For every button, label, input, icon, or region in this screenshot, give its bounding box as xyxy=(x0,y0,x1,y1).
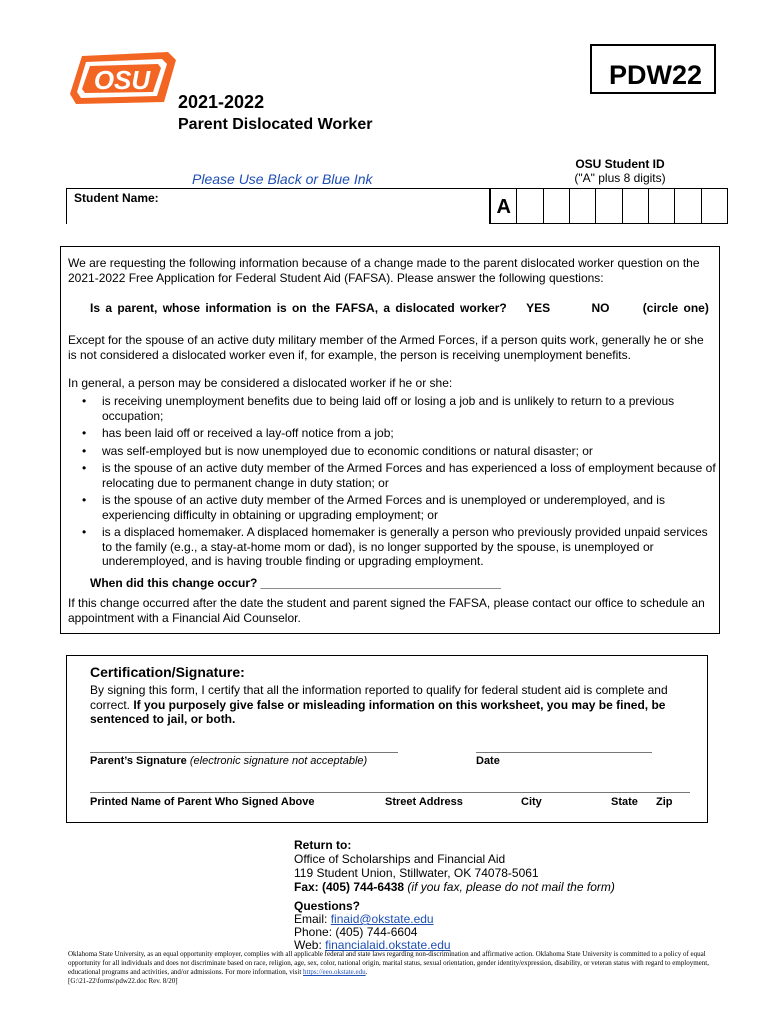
ink-note: Please Use Black or Blue Ink xyxy=(192,171,373,187)
id-digit-box[interactable] xyxy=(701,189,727,223)
list-item: • is receiving unemployment benefits due to being laid off or losing a job and is unlikely to return to a previous occupation; xyxy=(76,394,716,423)
web-label: Web: xyxy=(294,938,326,952)
general-paragraph: In general, a person may be considered a dislocated worker if he or she: xyxy=(68,376,453,390)
student-id-hint: ("A" plus 8 digits) xyxy=(574,171,666,185)
id-digit-box[interactable] xyxy=(674,189,700,223)
return-address xyxy=(294,838,615,894)
eeo-link[interactable]: https://eeo.okstate.edu xyxy=(303,968,366,976)
list-item: • is the spouse of an active duty member of the Armed Forces and is unemployed or underemployed, and is experiencing difficulty in obtaining or upgrading employment; or xyxy=(76,493,716,522)
street-label: Street Address xyxy=(385,796,463,808)
id-digit-box[interactable] xyxy=(543,189,569,223)
id-digit-box[interactable] xyxy=(648,189,674,223)
id-digit-box[interactable] xyxy=(595,189,621,223)
id-digit-box[interactable] xyxy=(569,189,595,223)
aid-year: 2021-2022 xyxy=(178,92,265,112)
list-item: • has been laid off or received a lay-off notice from a job; xyxy=(76,426,716,441)
osu-logo xyxy=(68,50,180,106)
circle-one-note: (circle one) xyxy=(642,301,709,315)
yes-option[interactable]: YES xyxy=(526,301,551,315)
state-label: State xyxy=(611,796,638,808)
except-paragraph: Except for the spouse of an active duty military member of the Armed Forces, if a person quits work, generally he or she is not considered a dislocated worker even if, for example, the person is receiving unemployment benefits. xyxy=(68,333,704,362)
return-heading: Return to: xyxy=(294,838,352,852)
web-link[interactable]: financialaid.okstate.edu xyxy=(325,938,451,952)
student-id-label xyxy=(545,157,695,185)
form-code: PDW22 xyxy=(590,44,716,94)
email-label: Email: xyxy=(294,912,331,926)
printed-name-line[interactable] xyxy=(90,792,690,793)
phone-number: Phone: (405) 744-6604 xyxy=(294,925,418,939)
email-link[interactable]: finaid@okstate.edu xyxy=(330,912,434,926)
list-item: • was self-employed but is now unemployed due to economic conditions or natural disaster; or xyxy=(76,444,716,459)
change-date-field[interactable]: When did this change occur? ____________________________________ xyxy=(90,576,501,590)
logo-text: OSU xyxy=(93,65,151,95)
contact-paragraph: If this change occurred after the date the student and parent signed the FAFSA, please contact our office to schedule an appointment with a Financial Aid Counselor. xyxy=(68,596,705,625)
signature-label xyxy=(90,755,367,767)
printed-name-label: Printed Name of Parent Who Signed Above xyxy=(90,796,315,808)
file-path: [G:\21-22\forms\pdw22.doc Rev. 8/20] xyxy=(68,977,178,985)
intro-paragraph: We are requesting the following information because of a change made to the parent dislocated worker question on the 2021-2022 Free Application for Federal Student Aid (FAFSA). Please answer the following questions: xyxy=(68,256,700,285)
student-name-label: Student Name: xyxy=(74,191,159,205)
student-id-boxes[interactable] xyxy=(490,188,728,224)
list-item: • is a displaced homemaker. A displaced homemaker is generally a person who previously provided unpaid services to the family (e.g., a stay-at-home mom or dad), is no longer supported by the spouse, is unemployed or underemployed, and is having trouble finding or upgrading employment. xyxy=(76,525,716,569)
no-option[interactable]: NO xyxy=(591,301,610,315)
date-label: Date xyxy=(476,755,500,767)
fax-note: (if you fax, please do not mail the form) xyxy=(407,880,615,894)
student-id-title: OSU Student ID xyxy=(575,157,665,171)
cert-warning: If you purposely give false or misleading information on this worksheet, you may be fined, be sentenced to jail, or both. xyxy=(90,697,666,726)
criteria-list xyxy=(76,394,716,572)
zip-label: Zip xyxy=(656,796,673,808)
certification-text xyxy=(90,683,698,727)
fax-number: Fax: (405) 744-6438 xyxy=(294,880,405,894)
city-label: City xyxy=(521,796,542,808)
question-text: Is a parent, whose information is on the FAFSA, a dislocated worker? xyxy=(90,301,507,315)
footer-text: Oklahoma State University, as an equal opportunity employer, complies with all applicable federal and state laws regarding non-discrimination and affirmative action. Oklahoma State University is committed to a policy of equal opportunity for all individuals and does not discriminate based on race, religion, age, sex, color, national origin, marital status, sexual orientation, gender identity/expression, disability, or veteran status with regard to employment, educational programs and activities, and/or admissions. For more information, visit xyxy=(68,950,709,976)
office-name: Office of Scholarships and Financial Aid xyxy=(294,852,506,866)
id-digit-box[interactable] xyxy=(622,189,648,223)
footer-notice: Oklahoma State University, as an equal opportunity employer, complies with all applicable federal and state laws regarding non-discrimination and affirmative action. Oklahoma State University is committed to a policy of equal opportunity for all individuals and does not discriminate based on race, religion, age, sex, color, national origin, marital status, sexual orientation, gender identity/expression, disability, or veteran status with regard to employment, educational programs and activities, and/or admissions. For more information, visit https://eeo.okstate.edu. [G:\21-22\forms\pdw22.doc Rev. 8/20] xyxy=(68,950,709,985)
questions-block xyxy=(294,900,451,952)
certification-heading: Certification/Signature: xyxy=(90,664,245,680)
list-item: • is the spouse of an active duty member of the Armed Forces and has experienced a loss of employment because of relocating due to permanent change in duty station; or xyxy=(76,461,716,490)
date-line[interactable] xyxy=(476,752,652,753)
form-title: Parent Dislocated Worker xyxy=(178,116,373,133)
cert-plain: By signing this form, I certify that all the information reported to qualify for federal student aid is complete and correct. xyxy=(90,683,668,712)
signature-line[interactable] xyxy=(90,752,398,753)
questions-heading: Questions? xyxy=(294,899,361,913)
sig-note: (electronic signature not acceptable) xyxy=(189,755,368,767)
student-id-prefix: A xyxy=(496,196,511,218)
id-digit-box[interactable] xyxy=(516,189,542,223)
office-address: 119 Student Union, Stillwater, OK 74078-5061 xyxy=(294,866,539,880)
dislocated-question xyxy=(90,301,709,315)
sig-label: Parent’s Signature xyxy=(90,755,187,767)
